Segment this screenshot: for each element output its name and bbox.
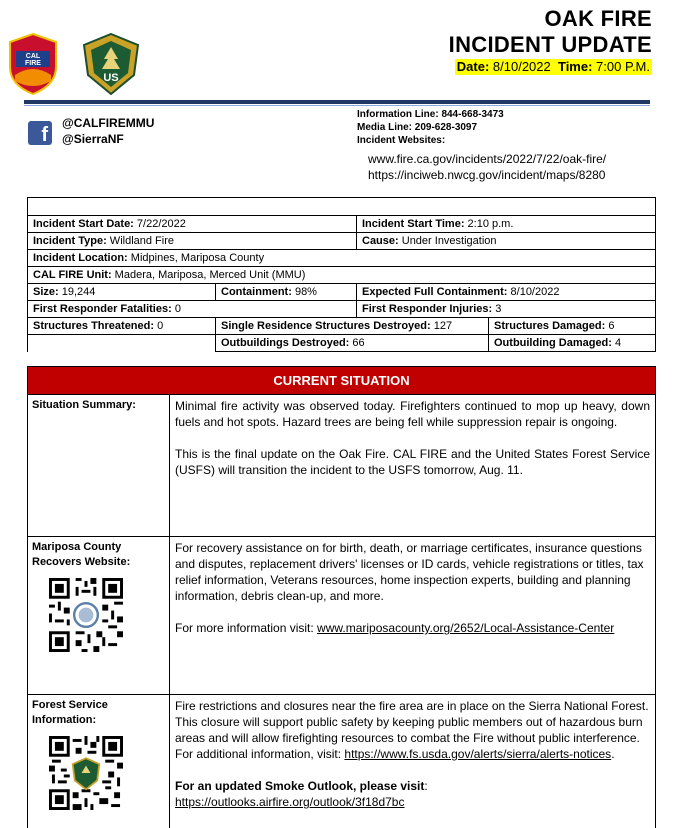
outbuildings-destroyed: Outbuildings Destroyed: 66 — [216, 335, 489, 352]
forest-service-body — [170, 695, 656, 828]
websites-label: Incident Websites: — [357, 135, 446, 146]
forest-service-logo — [80, 33, 142, 95]
mariposa-link[interactable]: www.mariposacounty.org/2652/Local-Assistance-Center — [317, 621, 615, 635]
contact-info — [357, 108, 504, 147]
information-line: Information Line: 844-668-3473 — [357, 109, 504, 120]
forest-service-label: Forest Service Information: — [32, 699, 108, 726]
handle-sierranf[interactable]: @SierraNF — [62, 132, 124, 146]
first-responder-injuries: First Responder Injuries: 3 — [357, 301, 656, 318]
structures-damaged: Structures Damaged: 6 — [489, 318, 656, 335]
structures-threatened: Structures Threatened: 0 — [28, 318, 216, 335]
svg-text:CAL: CAL — [25, 53, 41, 60]
website-calfire[interactable]: www.fire.ca.gov/incidents/2022/7/22/oak-fire/ — [368, 152, 607, 166]
title-incident-update: INCIDENT UPDATE — [448, 32, 652, 57]
current-situation-banner: CURRENT SITUATION — [28, 367, 656, 395]
mariposa-paragraph-1: For recovery assistance on for birth, death, or marriage certificates, insurance questions and disputes, replacement drivers' licenses or ID cards, vehicle registrations or titles, tax relief information, Veterans resources, home inspection experts, building and planning information, debris clean-up, and more. — [175, 541, 644, 603]
svg-text:FIRE: FIRE — [25, 60, 41, 67]
incident-start-date: Incident Start Date: 7/22/2022 — [28, 216, 357, 233]
mariposa-body — [170, 537, 656, 695]
empty-header-row — [28, 198, 656, 216]
header-divider — [24, 100, 650, 104]
single-residence-destroyed: Single Residence Structures Destroyed: 127 — [216, 318, 489, 335]
incident-websites — [368, 151, 606, 183]
title-oak-fire: OAK FIRE — [544, 6, 652, 31]
current-situation-table — [27, 366, 656, 828]
summary-paragraph-1: Minimal fire activity was observed today. Firefighters continued to mop up heavy, down fuels and hot spots. Hazard trees are being fell while suppression repair is ongoing. — [175, 399, 650, 429]
incident-size: Size: 19,244 — [28, 284, 216, 301]
forest-service-paragraph: Fire restrictions and closures near the fire area are in place on the Sierra National Forest. This closure will support public safety by keeping public members out of hazardous burn areas and will allow firefighting resources to combat the Fire without public interference. For additional information, visit: https://www.fs.usda.gov/alerts/sierra/alerts-notices. — [175, 699, 649, 761]
incident-cause: Cause: Under Investigation — [357, 233, 656, 250]
facebook-icon[interactable]: f — [28, 121, 52, 145]
website-inciweb[interactable]: https://inciweb.nwcg.gov/incident/maps/8280 — [368, 168, 606, 182]
handle-calfiremmu[interactable]: @CALFIREMMU — [62, 116, 155, 130]
summary-paragraph-2: This is the final update on the Oak Fire. CAL FIRE and the United States Forest Service (USFS) will transition the incident to the USFS tomorrow, Aug. 11. — [175, 447, 650, 477]
header-divider-thin — [24, 105, 650, 106]
forest-service-link[interactable]: https://www.fs.usda.gov/alerts/sierra/alerts-notices — [344, 747, 612, 761]
smoke-outlook-label: For an updated Smoke Outlook, please visit — [175, 779, 425, 793]
mariposa-cell — [28, 537, 170, 695]
social-handles — [62, 115, 154, 147]
forest-service-cell — [28, 695, 170, 828]
mariposa-paragraph-2: For more information visit: www.mariposacounty.org/2652/Local-Assistance-Center — [175, 621, 615, 635]
title-block — [449, 6, 652, 76]
incident-start-time: Incident Start Time: 2:10 p.m. — [357, 216, 656, 233]
date-time-line: Date: 8/10/2022 Time: 7:00 P.M. — [456, 59, 650, 74]
situation-summary-label: Situation Summary: — [28, 395, 170, 537]
situation-summary-body — [170, 395, 656, 537]
svg-text:US: US — [103, 72, 119, 84]
outbuilding-damaged: Outbuilding Damaged: 4 — [489, 335, 656, 352]
mariposa-label: Mariposa County Recovers Website: — [32, 541, 131, 568]
smoke-outlook-link[interactable]: https://outlooks.airfire.org/outlook/3f18d7bc — [175, 795, 405, 809]
calfire-unit: CAL FIRE Unit: Madera, Mariposa, Merced Unit (MMU) — [28, 267, 656, 284]
incident-type: Incident Type: Wildland Fire — [28, 233, 357, 250]
calfire-logo — [8, 33, 58, 95]
incident-location: Incident Location: Midpines, Mariposa County — [28, 250, 656, 267]
first-responder-fatalities: First Responder Fatalities: 0 — [28, 301, 357, 318]
media-line: Media Line: 209-628-3097 — [357, 122, 478, 133]
smoke-outlook-paragraph: For an updated Smoke Outlook, please visit: https://outlooks.airfire.org/outlook/3f18d7bc — [175, 779, 428, 809]
incident-info-table — [27, 197, 656, 352]
expected-full-containment: Expected Full Containment: 8/10/2022 — [357, 284, 656, 301]
empty-cell — [28, 335, 216, 352]
containment: Containment: 98% — [216, 284, 357, 301]
mariposa-qr-code[interactable] — [49, 578, 123, 652]
forest-service-qr-code[interactable] — [49, 736, 123, 810]
